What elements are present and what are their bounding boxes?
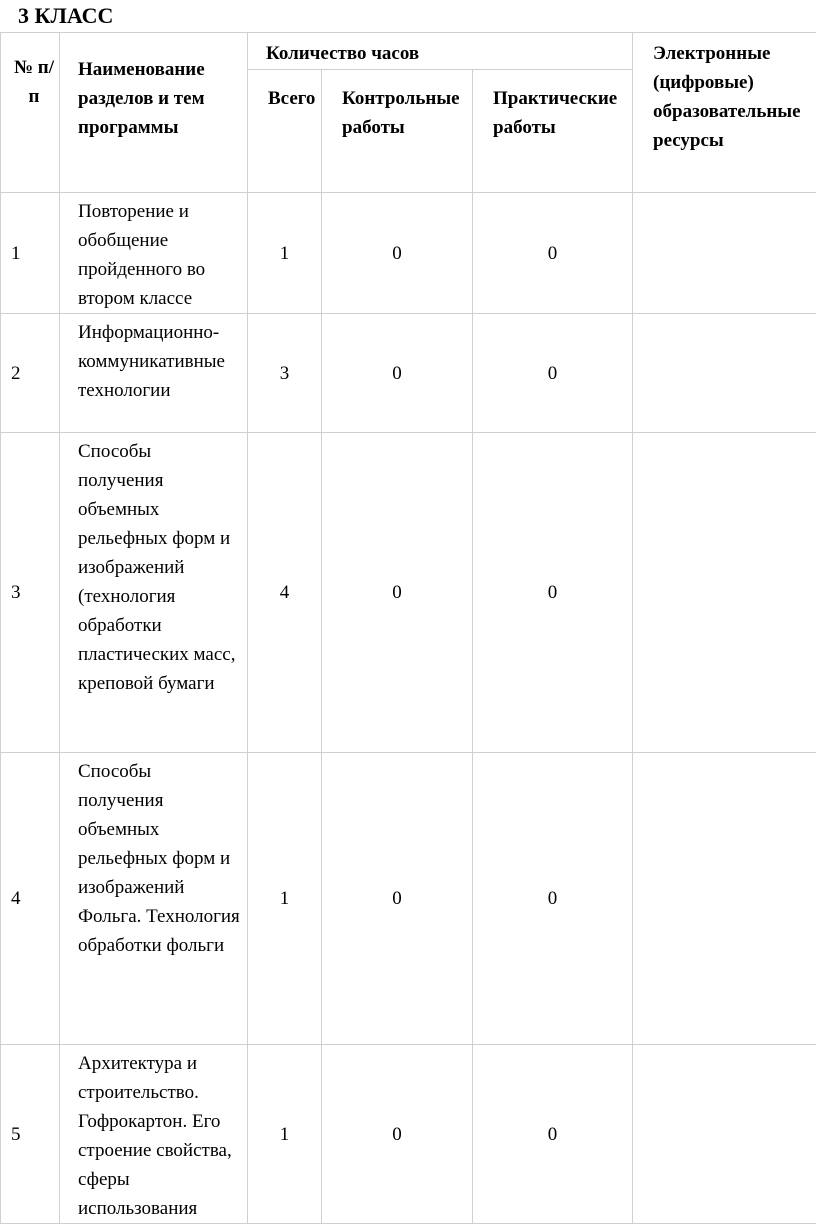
cell-control: 0	[322, 314, 473, 433]
cell-resources	[633, 753, 816, 1045]
cell-control: 0	[322, 1045, 473, 1224]
cell-num: 1	[1, 193, 60, 314]
cell-resources	[633, 193, 816, 314]
cell-control: 0	[322, 193, 473, 314]
cell-name: Повторение и обобщение пройденного во втором классе	[60, 193, 248, 314]
cell-name: Способы получения объемных рельефных форм и изображений (технология обработки пластических масс, креповой бумаги	[60, 433, 248, 753]
cell-practical: 0	[473, 433, 633, 753]
cell-control: 0	[322, 433, 473, 753]
cell-resources	[633, 314, 816, 433]
cell-total: 3	[248, 314, 322, 433]
cell-num: 3	[1, 433, 60, 753]
cell-control: 0	[322, 753, 473, 1045]
header-num: № п/ п	[1, 33, 60, 193]
cell-total: 1	[248, 1045, 322, 1224]
header-resources: Электронные (цифровые) образовательные ресурсы	[633, 33, 816, 193]
cell-resources	[633, 1045, 816, 1224]
curriculum-table	[0, 32, 816, 1224]
header-control: Контрольные работы	[322, 70, 473, 193]
header-hours: Количество часов	[248, 33, 633, 70]
cell-name: Архитектура и строительство. Гофрокартон. Его строение свойства, сферы использования	[60, 1045, 248, 1224]
table-row	[1, 753, 816, 1045]
cell-num: 2	[1, 314, 60, 433]
cell-practical: 0	[473, 193, 633, 314]
table-row	[1, 433, 816, 753]
cell-total: 4	[248, 433, 322, 753]
table-row	[1, 314, 816, 433]
cell-num: 4	[1, 753, 60, 1045]
cell-practical: 0	[473, 753, 633, 1045]
cell-total: 1	[248, 753, 322, 1045]
cell-name: Информационно-коммуникативные технологии	[60, 314, 248, 433]
header-row-main	[1, 33, 816, 70]
cell-total: 1	[248, 193, 322, 314]
header-total: Всего	[248, 70, 322, 193]
header-practical: Практические работы	[473, 70, 633, 193]
cell-practical: 0	[473, 314, 633, 433]
cell-resources	[633, 433, 816, 753]
page-title: 3 КЛАСС	[18, 2, 113, 30]
cell-practical: 0	[473, 1045, 633, 1224]
table-row	[1, 1045, 816, 1224]
cell-num: 5	[1, 1045, 60, 1224]
header-name: Наименование разделов и тем программы	[60, 33, 248, 193]
cell-name: Способы получения объемных рельефных форм и изображений Фольга. Технология обработки фольги	[60, 753, 248, 1045]
table-row	[1, 193, 816, 314]
